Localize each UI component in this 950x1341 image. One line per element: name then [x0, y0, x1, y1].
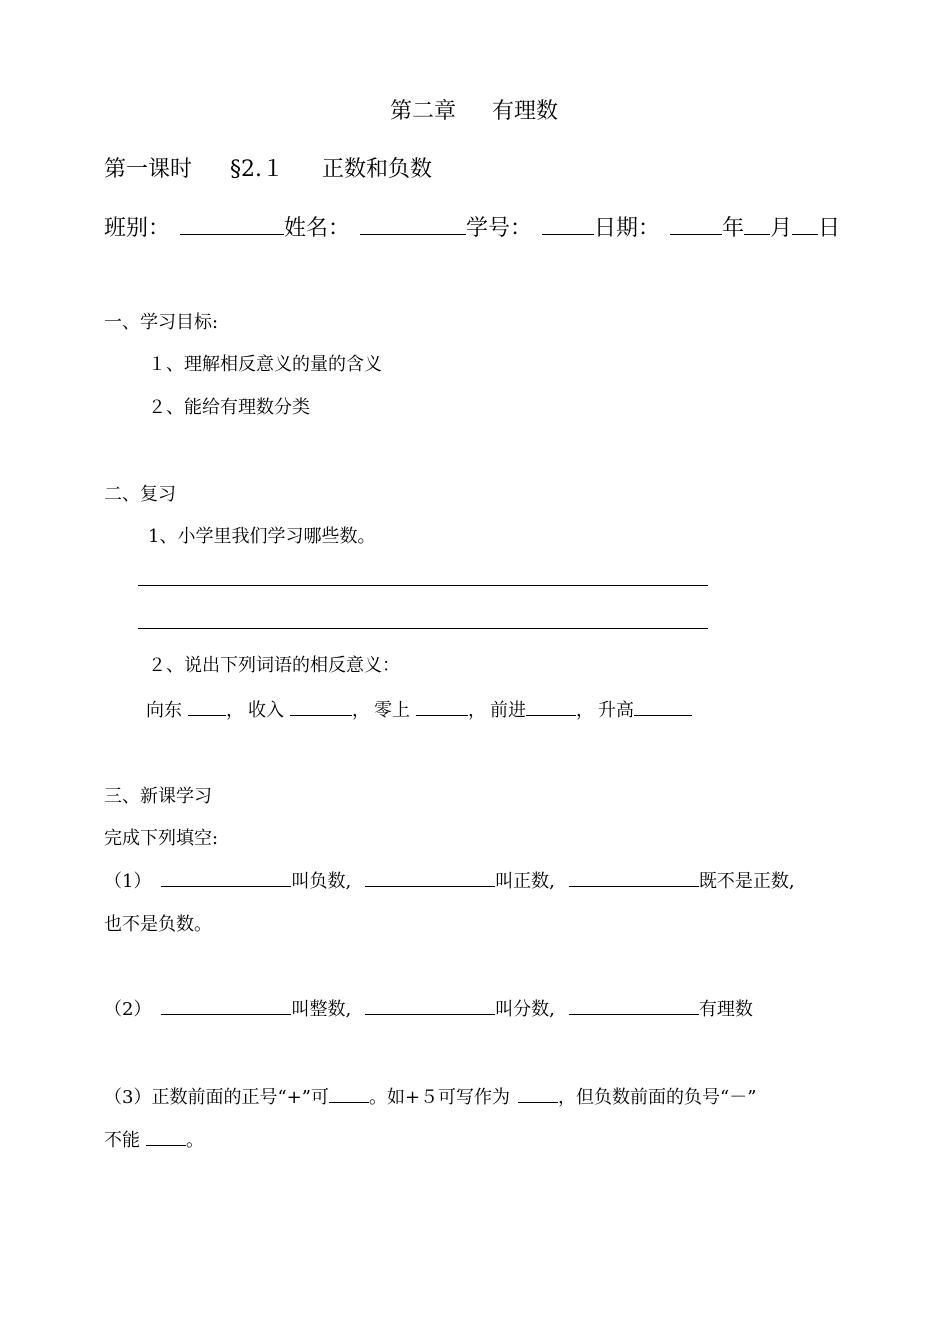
answer-line[interactable] — [138, 585, 708, 586]
problem-blank[interactable] — [365, 867, 495, 887]
word: 收入 — [248, 700, 284, 721]
problem-text: 有理数 — [698, 999, 753, 1020]
word-blank[interactable] — [290, 696, 352, 716]
lesson-topic: 正数和负数 — [322, 157, 433, 182]
problem-3-continued — [104, 1126, 204, 1152]
review-question-1: 1、小学里我们学习哪些数。 — [148, 526, 376, 547]
page-title — [390, 94, 558, 125]
student-info — [104, 211, 840, 242]
date-label: 日期： — [594, 216, 661, 242]
year-blank[interactable] — [670, 211, 722, 235]
problem-blank[interactable] — [518, 1083, 558, 1103]
word-blank[interactable] — [416, 696, 468, 716]
lesson-section: §2.１ — [230, 157, 285, 182]
problem-number: （2） — [104, 999, 152, 1020]
problem-blank[interactable] — [161, 995, 291, 1015]
word-blank[interactable] — [526, 696, 576, 716]
problem-text: 。如+５可写作为 — [368, 1087, 511, 1108]
day-blank[interactable] — [792, 211, 818, 235]
problem-2 — [104, 995, 753, 1021]
problem-1 — [104, 867, 795, 893]
word: 升高 — [598, 700, 634, 721]
month-blank[interactable] — [744, 211, 770, 235]
problem-blank[interactable] — [161, 867, 291, 887]
class-blank[interactable] — [180, 211, 284, 235]
goal-item: １、理解相反意义的量的含义 — [148, 354, 382, 375]
problem-text: 既不是正数, — [698, 871, 795, 892]
problem-blank[interactable] — [146, 1126, 186, 1146]
problem-text: 不能 — [104, 1130, 140, 1151]
newlesson-instruction: 完成下列填空: — [104, 828, 219, 849]
year-label: 年 — [722, 216, 745, 242]
problem-text: 正数前面的正号“+”可 — [151, 1087, 329, 1108]
word: 向东 — [146, 700, 182, 721]
problem-text: 叫负数, — [291, 871, 352, 892]
opposite-words: 向东 ， 收入 ， 零上 ， 前进 ， 升高 — [146, 696, 692, 722]
problem-number: （3） — [104, 1087, 152, 1108]
newlesson-heading: 三、新课学习 — [104, 786, 212, 807]
goals-heading: 一、学习目标: — [104, 312, 219, 333]
name-label: 姓名： — [284, 216, 351, 242]
problem-blank[interactable] — [569, 867, 699, 887]
word: 前进 — [490, 700, 526, 721]
lesson-heading — [104, 152, 432, 183]
problem-blank[interactable] — [569, 995, 699, 1015]
problem-blank[interactable] — [329, 1083, 369, 1103]
answer-line[interactable] — [138, 628, 708, 629]
problem-text: 叫整数, — [291, 999, 352, 1020]
class-label: 班别： — [104, 216, 171, 242]
month-label: 月 — [770, 216, 793, 242]
problem-1-continued: 也不是负数。 — [104, 914, 212, 935]
problem-text: 叫正数, — [495, 871, 555, 892]
word: 零上 — [374, 700, 410, 721]
problem-text: 叫分数, — [495, 999, 555, 1020]
problem-text: 。 — [186, 1130, 204, 1151]
chapter-number: 第二章 — [390, 99, 457, 124]
problem-blank[interactable] — [365, 995, 495, 1015]
day-label: 日 — [818, 216, 841, 242]
review-question-2: ２、说出下列词语的相反意义： — [148, 655, 400, 676]
chapter-name: 有理数 — [492, 99, 559, 124]
id-label: 学号： — [466, 216, 533, 242]
word-blank[interactable] — [188, 696, 226, 716]
goal-item: ２、能给有理数分类 — [148, 397, 310, 418]
review-heading: 二、复习 — [104, 484, 176, 505]
problem-text: ，但负数前面的负号“－” — [558, 1087, 757, 1108]
word-blank[interactable] — [634, 696, 692, 716]
problem-3 — [104, 1083, 756, 1109]
name-blank[interactable] — [360, 211, 466, 235]
lesson-period: 第一课时 — [104, 157, 193, 182]
id-blank[interactable] — [542, 211, 594, 235]
problem-number: （1） — [104, 871, 152, 892]
